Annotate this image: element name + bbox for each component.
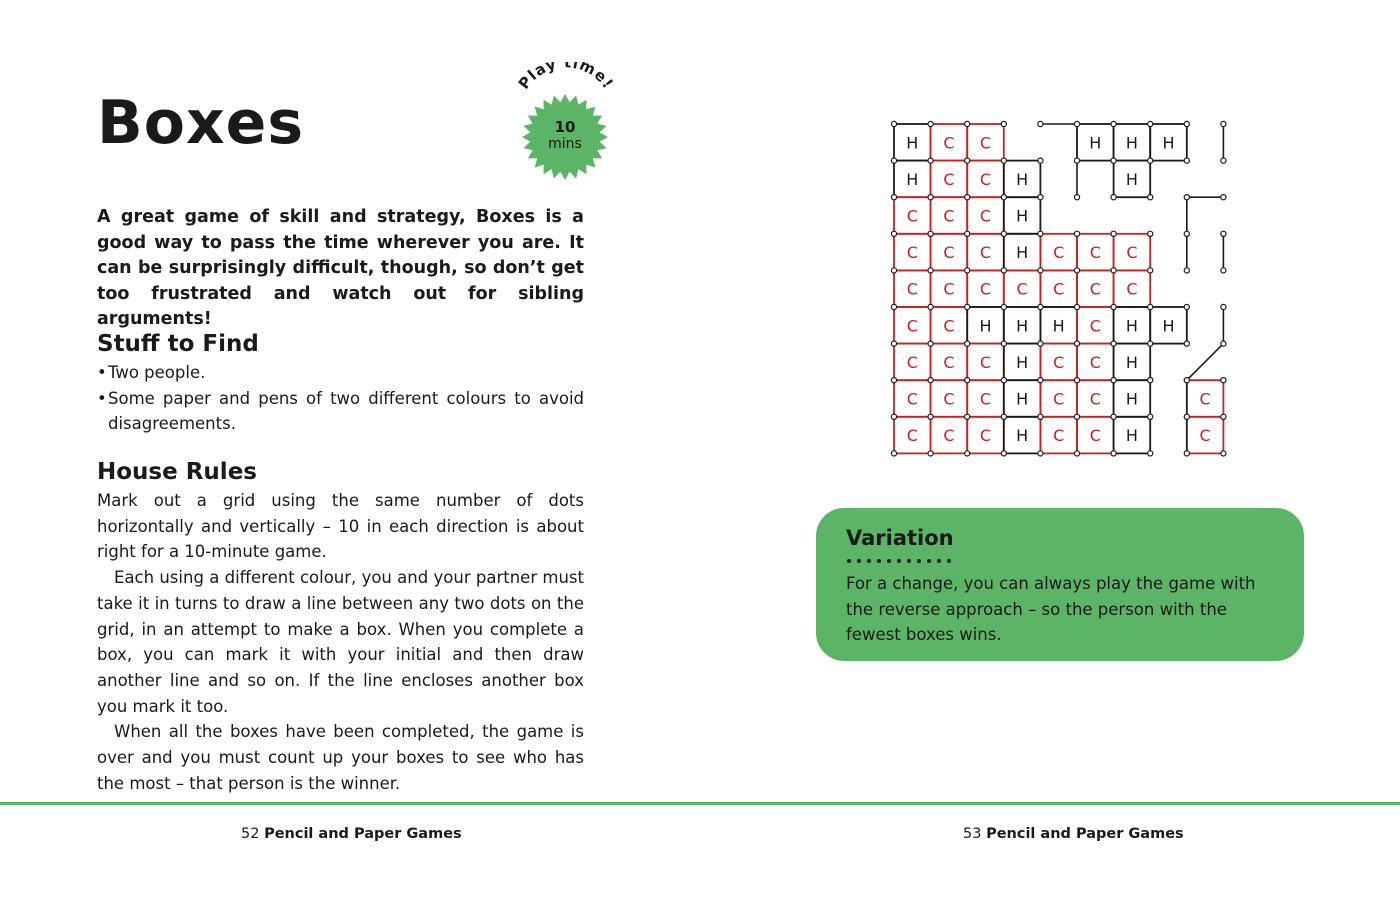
grid-dot bbox=[928, 158, 933, 163]
badge-number: 10 bbox=[554, 118, 576, 136]
grid-dot bbox=[1184, 414, 1189, 419]
box-initial: H bbox=[1125, 169, 1138, 189]
box-initial: C bbox=[979, 169, 992, 189]
badge-arc-text: Play time! bbox=[514, 62, 618, 93]
dotted-underline bbox=[846, 558, 956, 564]
page-number: 52 bbox=[241, 826, 260, 842]
grid-dot bbox=[1148, 451, 1153, 456]
grid-dot bbox=[1111, 414, 1116, 419]
box-initial: C bbox=[943, 279, 955, 299]
box-initial: C bbox=[906, 352, 918, 372]
box-initial: C bbox=[1089, 389, 1101, 409]
box-initial: H bbox=[1125, 426, 1138, 446]
grid-dot bbox=[1111, 231, 1116, 236]
grid-dot bbox=[891, 451, 896, 456]
grid-dot bbox=[1111, 121, 1116, 126]
box-initial: H bbox=[1089, 133, 1102, 153]
grid-dot bbox=[928, 414, 933, 419]
grid-dot bbox=[1038, 414, 1043, 419]
grid-dot bbox=[1221, 268, 1226, 273]
grid-dot bbox=[1001, 121, 1006, 126]
grid-dot bbox=[928, 304, 933, 309]
grid-dot bbox=[1001, 268, 1006, 273]
page-title: Boxes bbox=[97, 88, 305, 158]
footer-left bbox=[241, 826, 462, 842]
rules-paragraph: When all the boxes have been completed, the game is over and you must count up your boxes to see who has the most – that person is the winner. bbox=[97, 722, 584, 793]
box-initial: H bbox=[1016, 352, 1029, 372]
box-initial: C bbox=[979, 426, 992, 446]
box-initial: C bbox=[943, 243, 955, 263]
box-initial: C bbox=[943, 133, 955, 153]
grid-dot bbox=[1221, 158, 1226, 163]
badge-unit: mins bbox=[548, 136, 582, 152]
grid-dot bbox=[1148, 304, 1153, 309]
grid-dot bbox=[891, 304, 896, 309]
box-initial: C bbox=[943, 206, 955, 226]
grid-dot bbox=[1038, 158, 1043, 163]
grid-dot bbox=[1221, 304, 1226, 309]
box-initial: H bbox=[1016, 206, 1029, 226]
book-title: Pencil and Paper Games bbox=[264, 826, 462, 842]
grid-dot bbox=[1074, 378, 1079, 383]
stuff-list bbox=[97, 360, 584, 437]
box-initial: C bbox=[943, 316, 955, 336]
grid-dot bbox=[965, 414, 970, 419]
grid-dot bbox=[1184, 158, 1189, 163]
box-initial: C bbox=[1126, 279, 1138, 299]
box-initial: H bbox=[906, 169, 919, 189]
box-initial: C bbox=[906, 426, 918, 446]
box-initial: H bbox=[1125, 133, 1138, 153]
box-initial: C bbox=[1053, 352, 1065, 372]
variation-text: For a change, you can always play the game with the reverse approach – so the person with the fewest boxes wins. bbox=[846, 574, 1256, 645]
box-initial: C bbox=[1199, 389, 1211, 409]
box-initial: C bbox=[1053, 426, 1065, 446]
box-initial: H bbox=[1016, 426, 1029, 446]
grid-dot bbox=[1038, 195, 1043, 200]
grid-dot bbox=[1221, 451, 1226, 456]
grid-dot bbox=[1038, 378, 1043, 383]
book-title: Pencil and Paper Games bbox=[986, 826, 1184, 842]
box-initial: C bbox=[1053, 243, 1065, 263]
grid-dot bbox=[928, 378, 933, 383]
grid-dot bbox=[965, 451, 970, 456]
grid-dot bbox=[965, 158, 970, 163]
grid-dot bbox=[1184, 268, 1189, 273]
box-initial: C bbox=[1126, 243, 1138, 263]
grid-dot bbox=[1074, 268, 1079, 273]
box-initial: C bbox=[906, 389, 918, 409]
grid-dot bbox=[1074, 451, 1079, 456]
grid-dot bbox=[965, 121, 970, 126]
box-initial: C bbox=[943, 169, 955, 189]
grid-dot bbox=[1001, 414, 1006, 419]
grid-dot bbox=[1074, 121, 1079, 126]
grid-dot bbox=[1074, 414, 1079, 419]
grid-dot bbox=[1184, 231, 1189, 236]
grid-dot bbox=[891, 121, 896, 126]
grid-dot bbox=[965, 231, 970, 236]
box-initial: H bbox=[1125, 352, 1138, 372]
grid-dot bbox=[1001, 451, 1006, 456]
grid-dot bbox=[1148, 378, 1153, 383]
grid-dot bbox=[1038, 451, 1043, 456]
grid-dot bbox=[1111, 268, 1116, 273]
box-initial: C bbox=[943, 426, 955, 446]
grid-dot bbox=[891, 268, 896, 273]
box-initial: C bbox=[979, 243, 992, 263]
rules-paragraph: Mark out a grid using the same number of dots horizontally and vertically – 10 in each direction is about right for a 10-minute game. bbox=[97, 491, 584, 562]
box-initial: H bbox=[1052, 316, 1065, 336]
grid-dot bbox=[1038, 268, 1043, 273]
grid-dot bbox=[891, 341, 896, 346]
grid-dot bbox=[1221, 121, 1226, 126]
box-initial: H bbox=[979, 316, 992, 336]
box-initial: C bbox=[1053, 279, 1065, 299]
boxes-game-grid bbox=[884, 115, 1234, 460]
grid-dot bbox=[1184, 121, 1189, 126]
box-initial: C bbox=[979, 389, 992, 409]
stuff-heading: Stuff to Find bbox=[97, 331, 259, 357]
box-initial: C bbox=[906, 206, 918, 226]
grid-dot bbox=[891, 378, 896, 383]
grid-dot bbox=[1001, 231, 1006, 236]
box-initial: H bbox=[1016, 316, 1029, 336]
footer-right bbox=[963, 826, 1184, 842]
box-initial: C bbox=[1089, 426, 1101, 446]
grid-dot bbox=[928, 268, 933, 273]
box-initial: C bbox=[1016, 279, 1028, 299]
grid-dot bbox=[1111, 195, 1116, 200]
grid-dot bbox=[1111, 378, 1116, 383]
box-initial: C bbox=[1053, 389, 1065, 409]
grid-dot bbox=[1221, 414, 1226, 419]
box-initial: C bbox=[1089, 352, 1101, 372]
rules-paragraph: Each using a different colour, you and your partner must take it in turns to draw a line between any two dots on the grid, in an attempt to make a box. When you complete a box, you can mark it with your initial and then draw another line and so on. If the line encloses another box you mark it too. bbox=[97, 568, 584, 716]
grid-dot bbox=[1148, 268, 1153, 273]
grid-dot bbox=[1148, 121, 1153, 126]
grid-dot bbox=[928, 195, 933, 200]
grid-dot bbox=[891, 195, 896, 200]
grid-dot bbox=[928, 231, 933, 236]
grid-dot bbox=[928, 121, 933, 126]
grid-dot bbox=[1148, 195, 1153, 200]
list-item: • Two people. bbox=[97, 360, 584, 386]
box-initial: C bbox=[1089, 316, 1101, 336]
box-initial: H bbox=[1125, 389, 1138, 409]
box-initial: C bbox=[1089, 279, 1101, 299]
grid-dot bbox=[1038, 304, 1043, 309]
box-initial: C bbox=[943, 389, 955, 409]
grid-dot bbox=[1184, 195, 1189, 200]
grid-dot bbox=[1001, 304, 1006, 309]
grid-dot bbox=[1074, 304, 1079, 309]
box-initial: C bbox=[906, 243, 918, 263]
box-initial: C bbox=[979, 352, 992, 372]
play-time-badge bbox=[510, 62, 620, 187]
box-initial: C bbox=[979, 206, 992, 226]
grid-dot bbox=[1111, 158, 1116, 163]
box-initial: C bbox=[979, 279, 992, 299]
grid-dot bbox=[1001, 158, 1006, 163]
grid-dot bbox=[891, 231, 896, 236]
box-initial: C bbox=[943, 352, 955, 372]
variation-panel bbox=[816, 508, 1304, 661]
grid-dot bbox=[1001, 378, 1006, 383]
variation-heading: Variation bbox=[846, 526, 954, 550]
grid-dot bbox=[1038, 341, 1043, 346]
box-initial: H bbox=[1016, 243, 1029, 263]
grid-dot bbox=[1148, 158, 1153, 163]
grid-dot bbox=[1111, 451, 1116, 456]
box-initial: H bbox=[1162, 316, 1175, 336]
grid-line bbox=[1187, 344, 1224, 381]
grid-dot bbox=[965, 195, 970, 200]
grid-dot bbox=[891, 158, 896, 163]
rules-heading: House Rules bbox=[97, 459, 257, 485]
box-initial: C bbox=[906, 316, 918, 336]
grid-dot bbox=[1074, 195, 1079, 200]
grid-dot bbox=[1148, 231, 1153, 236]
starburst-icon bbox=[510, 62, 620, 187]
grid-dot bbox=[1184, 341, 1189, 346]
box-initial: H bbox=[906, 133, 919, 153]
box-initial: C bbox=[1199, 426, 1211, 446]
svg-text:Play time! bbox=[515, 62, 618, 93]
grid-dot bbox=[965, 268, 970, 273]
box-initial: H bbox=[1016, 389, 1029, 409]
grid-dot bbox=[965, 378, 970, 383]
grid-dot bbox=[1148, 341, 1153, 346]
grid-dot bbox=[928, 451, 933, 456]
grid-dot bbox=[1221, 378, 1226, 383]
grid-dot bbox=[1001, 195, 1006, 200]
grid-dot bbox=[1184, 304, 1189, 309]
grid-dot bbox=[1038, 121, 1043, 126]
grid-dot bbox=[1001, 341, 1006, 346]
box-initial: H bbox=[1125, 316, 1138, 336]
grid-dot bbox=[1148, 414, 1153, 419]
rules-body bbox=[97, 488, 584, 796]
box-initial: H bbox=[1162, 133, 1175, 153]
box-initial: H bbox=[1016, 169, 1029, 189]
intro-paragraph: A great game of skill and strategy, Boxes is a good way to pass the time wherever you are. It can be surprisingly difficult, though, so don’t get too frustrated and watch out for sibling arguments! bbox=[97, 207, 584, 330]
grid-dot bbox=[1074, 158, 1079, 163]
footer-divider bbox=[0, 802, 1400, 805]
grid-dot bbox=[965, 341, 970, 346]
grid-dot bbox=[1074, 231, 1079, 236]
grid-dot bbox=[1221, 341, 1226, 346]
box-initial: C bbox=[906, 279, 918, 299]
page-number: 53 bbox=[963, 826, 982, 842]
grid-dot bbox=[1221, 231, 1226, 236]
grid-dot bbox=[1038, 231, 1043, 236]
grid-dot bbox=[1184, 451, 1189, 456]
box-initial: C bbox=[979, 133, 992, 153]
grid-dot bbox=[965, 304, 970, 309]
grid-dot bbox=[928, 341, 933, 346]
grid-dot bbox=[1111, 341, 1116, 346]
grid-dot bbox=[1074, 341, 1079, 346]
grid-dot bbox=[1184, 378, 1189, 383]
grid-dot bbox=[1221, 195, 1226, 200]
list-item: • Some paper and pens of two different colours to avoid disagreements. bbox=[97, 386, 584, 437]
grid-dot bbox=[891, 414, 896, 419]
box-initial: C bbox=[1089, 243, 1101, 263]
grid-dot bbox=[1111, 304, 1116, 309]
